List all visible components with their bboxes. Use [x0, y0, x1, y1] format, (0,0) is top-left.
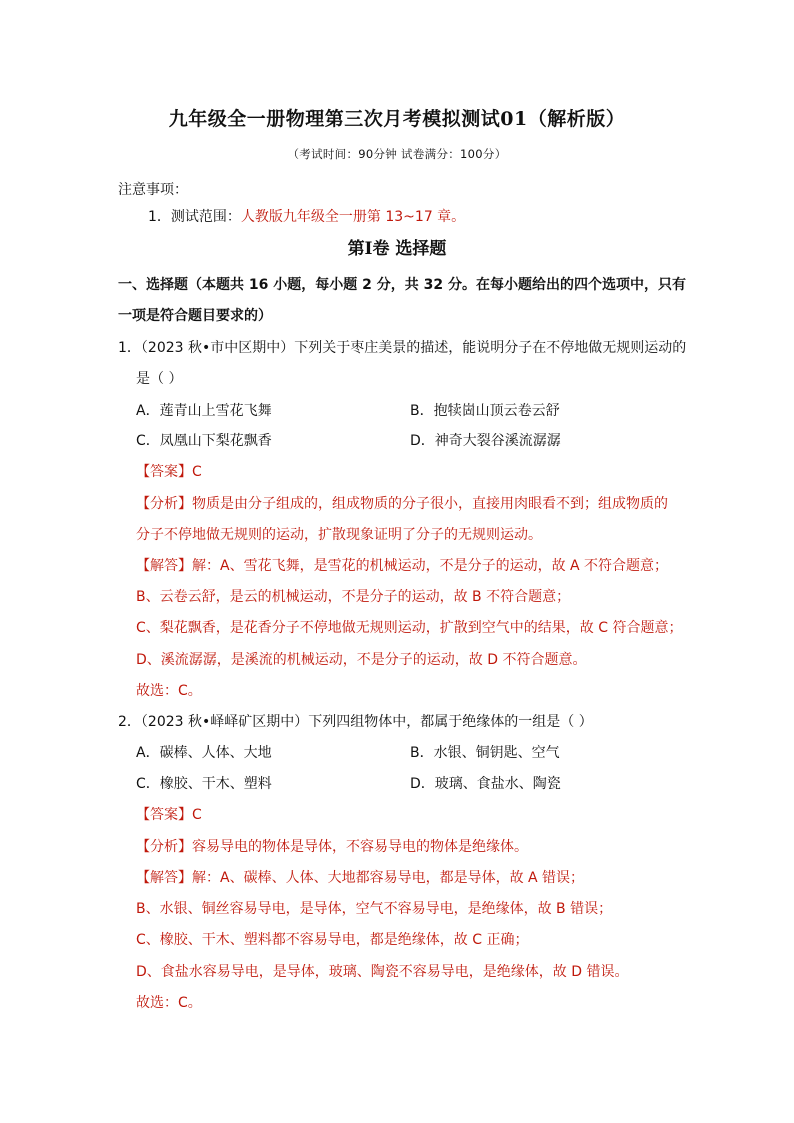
q2-answer	[136, 804, 202, 824]
q2-option-a: A．碳棒、人体、大地	[136, 745, 272, 761]
q1-option-d: D．神奇大裂谷溪流潺潺	[410, 433, 561, 449]
q1-solution-line-4: D、溪流潺潺，是溪流的机械运动，不是分子的运动，故 D 不符合题意。	[136, 652, 587, 668]
instruction-line-2: 一项是符合题目要求的）	[118, 308, 272, 324]
q1-solution-line-3: C、梨花飘香，是花香分子不停地做无规则运动，扩散到空气中的结果，故 C 符合题意；	[136, 620, 683, 636]
q1-analysis-text-1: 物质是由分子组成的，组成物质的分子很小，直接用肉眼看不到；组成物质的	[192, 496, 668, 512]
q1-choice: 故选：C。	[136, 683, 202, 699]
q1-stem-line-2: 是（ ）	[136, 371, 183, 387]
q2-analysis-line-1	[136, 836, 528, 856]
q1-option-a: A．莲青山上雪花飞舞	[136, 403, 272, 419]
q2-solution-line-4: D、食盐水容易导电，是导体，玻璃、陶瓷不容易导电，是绝缘体，故 D 错误。	[136, 964, 629, 980]
q1-solution-tag: 【解答】	[136, 558, 192, 574]
section-title: 第Ⅰ卷 选择题	[347, 239, 447, 259]
q1-option-c: C．凤凰山下梨花飘香	[136, 433, 272, 449]
q2-solution-text-1: 解：A、碳棒、人体、大地都容易导电，都是导体，故 A 错误；	[192, 870, 585, 886]
q2-solution-tag: 【解答】	[136, 870, 192, 886]
exam-info: （考试时间：90分钟 试卷满分：100分）	[287, 147, 507, 161]
q2-analysis-text-1: 容易导电的物体是导体，不容易导电的物体是绝缘体。	[192, 839, 528, 855]
q2-choice: 故选：C。	[136, 995, 202, 1011]
instruction-line-1: 一、选择题（本题共 16 小题，每小题 2 分，共 32 分。在每小题给出的四个选项中，只有	[118, 277, 686, 293]
q1-stem-line-1: 1．（2023 秋•市中区期中）下列关于枣庄美景的描述，能说明分子在不停地做无规则运动的	[118, 340, 687, 356]
q1-analysis-tag: 【分析】	[136, 496, 192, 512]
q2-analysis-tag: 【分析】	[136, 839, 192, 855]
page-title: 九年级全一册物理第三次月考模拟测试01（解析版）	[168, 108, 626, 130]
q2-solution-line-2: B、水银、铜丝容易导电，是导体，空气不容易导电，是绝缘体，故 B 错误；	[136, 901, 613, 917]
q2-solution-line-3: C、橡胶、干木、塑料都不容易导电，都是绝缘体，故 C 正确；	[136, 932, 529, 948]
q1-answer-value: C	[192, 464, 202, 480]
q2-stem-line-1: 2．（2023 秋•峄峄矿区期中）下列四组物体中，都属于绝缘体的一组是（ ）	[118, 714, 593, 730]
q2-option-c: C．橡胶、干木、塑料	[136, 776, 272, 792]
q1-answer-tag: 【答案】	[136, 464, 192, 480]
note-1-scope: 人教版九年级全一册第 13~17 章。	[240, 209, 466, 225]
q2-solution-line-1	[136, 867, 584, 887]
note-1-prefix: 1．测试范围：	[148, 209, 241, 225]
notes-header: 注意事项：	[118, 182, 188, 198]
q2-option-b: B．水银、铜钥匙、空气	[410, 745, 560, 761]
q1-answer	[136, 461, 202, 481]
q1-solution-text-1: 解：A、雪花飞舞，是雪花的机械运动，不是分子的运动，故 A 不符合题意；	[192, 558, 669, 574]
q1-analysis-line-1	[136, 493, 668, 513]
note-1	[148, 206, 465, 226]
q2-answer-value: C	[192, 807, 202, 823]
q1-option-b: B．抱犊崮山顶云卷云舒	[410, 403, 560, 419]
q1-solution-line-1	[136, 555, 668, 575]
q2-answer-tag: 【答案】	[136, 807, 192, 823]
q2-option-d: D．玻璃、食盐水、陶瓷	[410, 776, 561, 792]
q1-analysis-line-2: 分子不停地做无规则的运动，扩散现象证明了分子的无规则运动。	[136, 527, 542, 543]
q1-solution-line-2: B、云卷云舒，是云的机械运动，不是分子的运动，故 B 不符合题意；	[136, 589, 571, 605]
